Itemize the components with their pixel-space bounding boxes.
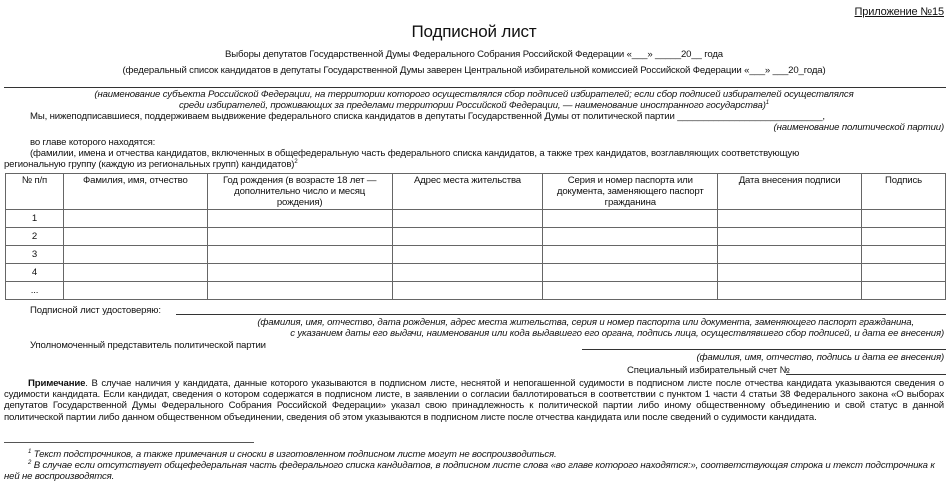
cell[interactable] [718, 282, 862, 300]
account-label: Специальный избирательный счет № [627, 365, 790, 376]
cell[interactable] [862, 210, 946, 228]
col-passport: Серия и номер паспорта или документа, заменяющего паспорт гражданина [543, 174, 718, 210]
footnote-divider [4, 442, 254, 443]
note-paragraph [4, 378, 944, 423]
cell[interactable] [718, 246, 862, 264]
cell[interactable] [392, 210, 543, 228]
footnote-ref-2: 2 [294, 159, 298, 165]
row-number: 2 [6, 228, 64, 246]
cell[interactable] [63, 282, 207, 300]
representative-hint: (фамилия, имя, отчество, подпись и дата ее внесения) [696, 352, 944, 363]
cell[interactable] [207, 228, 392, 246]
col-birth-year: Год рождения (в возрасте 18 лет — дополнительно число и месяц рождения) [207, 174, 392, 210]
heads-label: во главе которого находятся: [30, 137, 156, 148]
footnote-1-mark: 1 [28, 449, 32, 455]
cell[interactable] [862, 246, 946, 264]
certify-hint-2: с указанием даты его выдачи, наименования или кода выдавшего его органа, подпись лица, осуществлявшего сбор подписей, и дата ее внесения) [290, 328, 944, 339]
election-subtitle: Выборы депутатов Государственной Думы Федерального Собрания Российской Федерации «___» _____20__ года [225, 49, 723, 60]
table-row [6, 282, 946, 300]
support-text: Мы, нижеподписавшиеся, поддерживаем выдвижение федерального списка кандидатов в депутаты Государственной Думы от политической партии ____________________________, [30, 111, 825, 122]
cell[interactable] [392, 228, 543, 246]
region-hint-1: (наименование субъекта Российской Федерации, на территории которого осуществлялся сбор подписей избирателей; если сбор подписей избирателей осуществлялся [94, 89, 854, 100]
cell[interactable] [207, 282, 392, 300]
cell[interactable] [543, 282, 718, 300]
footnote-2: В случае если отсутствует общефедеральная часть федерального списка кандидатов, в подписном листе слова «во главе которого находятся:», соответствующая строка и текст подстрочника к ней не воспроизводятся. [4, 460, 935, 483]
candidates-hint-1: (фамилии, имена и отчества кандидатов, включенных в общефедеральную часть федерального списка кандидатов, а также трех кандидатов, возглавляющих соответствующую [30, 148, 800, 159]
footnote-1: Текст подстрочников, а также примечания и сноски в изготовленном подписном листе могут не воспроизводиться. [33, 449, 557, 461]
table-row [6, 210, 946, 228]
region-hint-2: среди избирателей, проживающих за пределами территории Российской Федерации, — наименование иностранного государства) [179, 100, 766, 112]
account-field-line[interactable] [786, 374, 946, 375]
certify-hint-1: (фамилия, имя, отчество, дата рождения, адрес места жительства, серия и номер паспорта или документа, заменяющего паспорт гражданина, [257, 317, 914, 328]
party-hint: (наименование политической партии) [773, 122, 944, 133]
representative-field-line[interactable] [582, 349, 946, 350]
cell[interactable] [392, 264, 543, 282]
list-certified-subtitle: (федеральный список кандидатов в депутаты Государственной Думы заверен Центральной избирательной комиссией Российской Федерации «___» ___20_года) [122, 65, 826, 76]
footnote-ref-1: 1 [765, 100, 769, 106]
col-number: № п/п [6, 174, 64, 210]
certify-field-line[interactable] [176, 314, 946, 315]
table-row [6, 228, 946, 246]
footnote-2-mark: 2 [28, 460, 32, 466]
note-label: Примечание [28, 378, 86, 389]
col-signature-date: Дата внесения подписи [718, 174, 862, 210]
col-signature: Подпись [862, 174, 946, 210]
certify-label: Подписной лист удостоверяю: [30, 305, 161, 316]
cell[interactable] [718, 228, 862, 246]
representative-label: Уполномоченный представитель политической партии [30, 340, 266, 351]
cell[interactable] [862, 264, 946, 282]
cell[interactable] [207, 210, 392, 228]
cell[interactable] [392, 246, 543, 264]
page-title: Подписной лист [411, 22, 537, 41]
cell[interactable] [543, 246, 718, 264]
candidates-hint-2: региональную группу (каждую из региональных групп) кандидатов) [4, 159, 295, 171]
cell[interactable] [718, 210, 862, 228]
note-text: . В случае наличия у кандидата, данные которого указываются в подписном листе, неснятой и непогашенной судимости в подписном листе после отчества кандидата указываются сведения о судимости кандидата. Если кандидат, сведения о котором содержатся в подписном листе, в заявлении о согласии баллотироваться в соответствии с пунктом 1 части 4 статьи 38 Федерального закона «О выборах депутатов Государственной Думы Федерального Собрания Российской Федерации» указал свою принадлежность к политической партии либо иному общественному объединению и свой статус в данной политической партии либо данном общественном объединении, сведения об этом указываются в подписном листе после отчества кандидата или после сведений о судимости кандидата. [4, 378, 944, 423]
row-number: 3 [6, 246, 64, 264]
cell[interactable] [543, 264, 718, 282]
row-number: ... [6, 282, 64, 300]
table-row [6, 264, 946, 282]
col-full-name: Фамилия, имя, отчество [63, 174, 207, 210]
cell[interactable] [862, 282, 946, 300]
cell[interactable] [63, 210, 207, 228]
appendix-label: Приложение №15 [854, 6, 944, 18]
cell[interactable] [63, 228, 207, 246]
cell[interactable] [718, 264, 862, 282]
cell[interactable] [207, 246, 392, 264]
region-field-line[interactable] [4, 87, 946, 88]
cell[interactable] [63, 246, 207, 264]
cell[interactable] [862, 228, 946, 246]
cell[interactable] [543, 210, 718, 228]
cell[interactable] [543, 228, 718, 246]
col-address: Адрес места жительства [392, 174, 543, 210]
cell[interactable] [63, 264, 207, 282]
cell[interactable] [207, 264, 392, 282]
cell[interactable] [392, 282, 543, 300]
table-row [6, 246, 946, 264]
row-number: 4 [6, 264, 64, 282]
row-number: 1 [6, 210, 64, 228]
signatures-table [5, 173, 946, 300]
table-header-row [6, 174, 946, 210]
